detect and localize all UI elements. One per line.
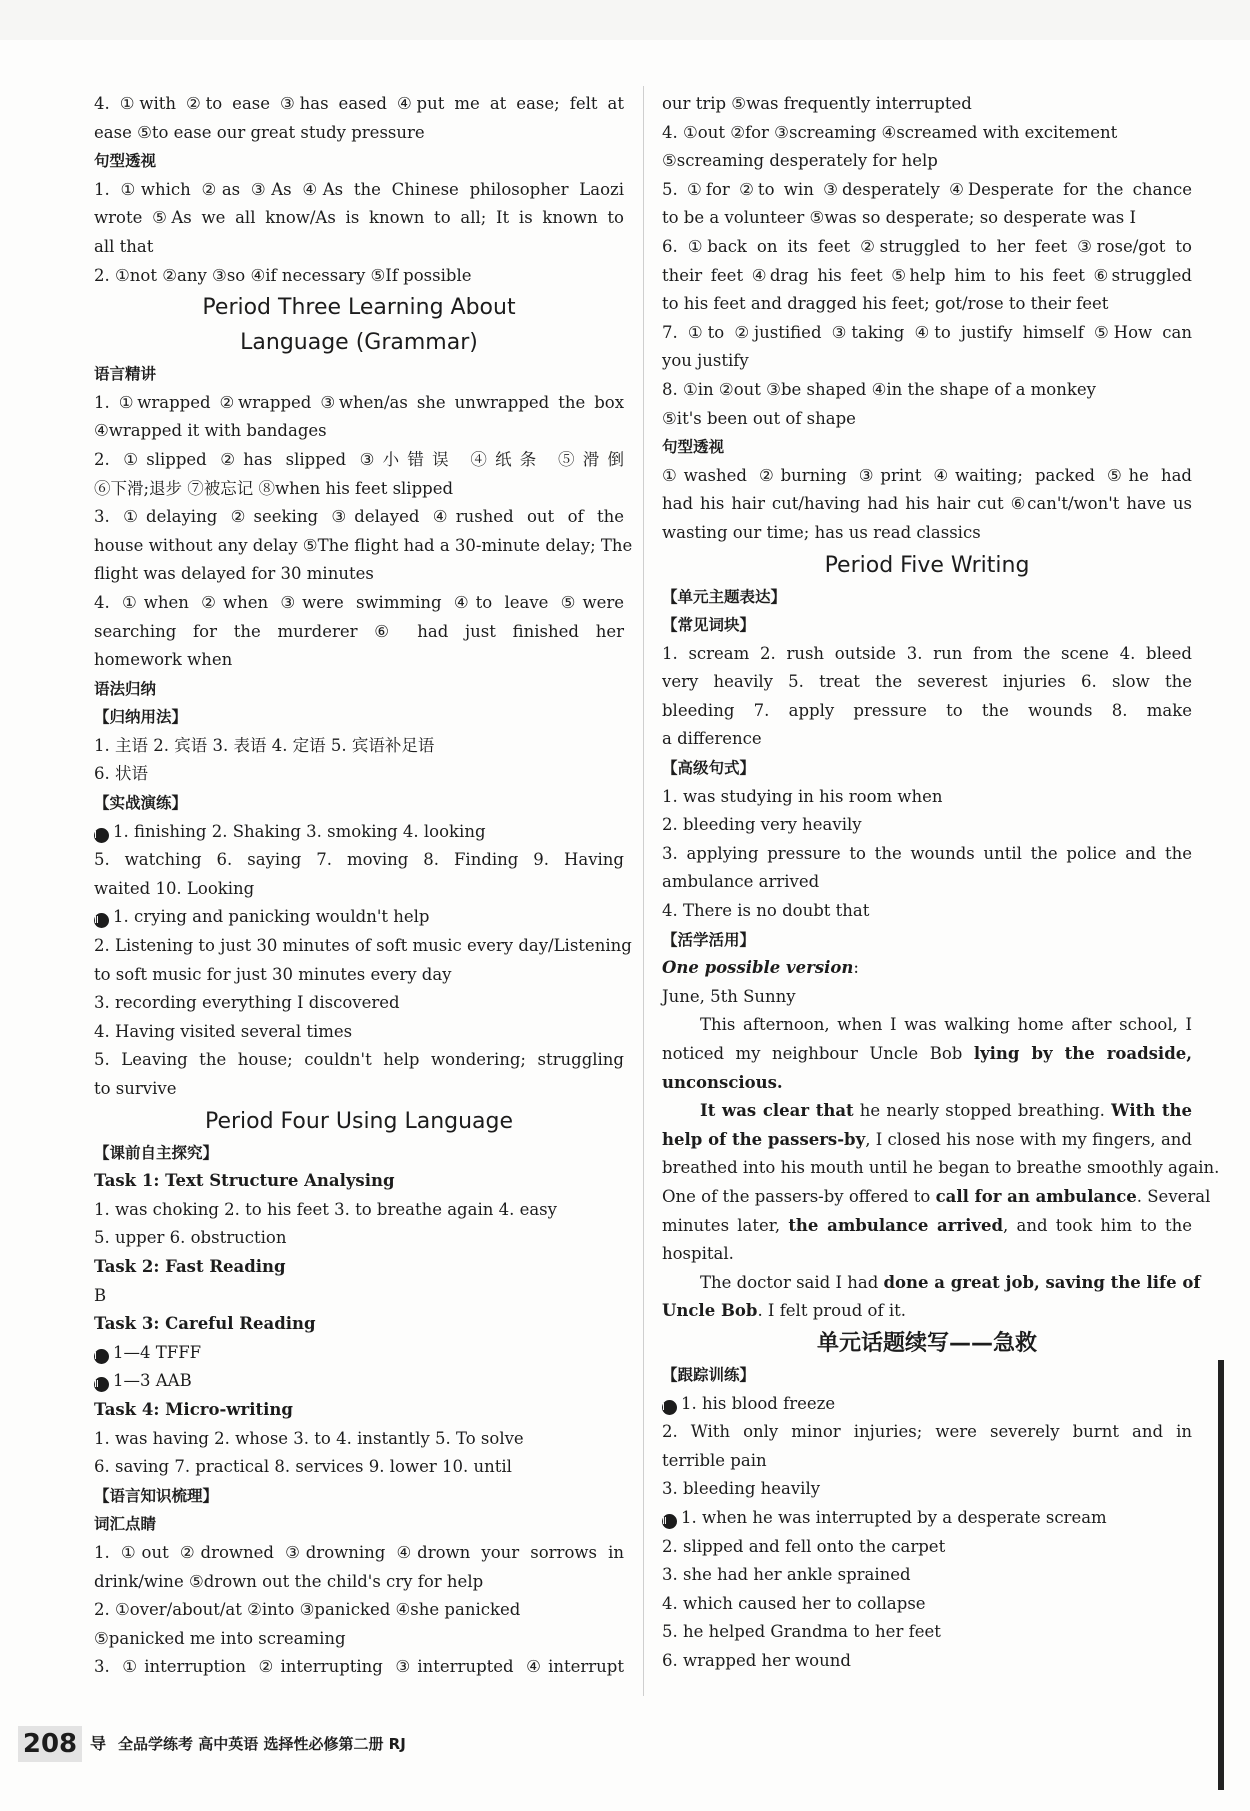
answer-line: Uncle Bob. I felt proud of it.: [662, 1301, 906, 1321]
answer-line: 1. was choking 2. to his feet 3. to breathe again 4. easy: [94, 1199, 557, 1219]
answer-line: 4. which caused her to collapse: [662, 1593, 926, 1613]
section-heading: 【跟踪训练】: [662, 1365, 756, 1384]
answer-line: 4. ①out ②for ③screaming ④screamed with excitement: [662, 122, 1118, 142]
period-title: Period Five Writing: [824, 552, 1030, 578]
period-title: Period Four Using Language: [204, 1108, 514, 1134]
page-footer: [18, 1726, 558, 1762]
answer-line: 2. bleeding very heavily: [662, 815, 862, 835]
answer-line: homework when: [94, 650, 233, 670]
answer-line: ⑤screaming desperately for help: [662, 151, 938, 171]
section-badge: Ⅰ: [94, 1349, 109, 1364]
section-heading: 词汇点睛: [94, 1515, 157, 1534]
answer-line: ⑤it's been out of shape: [662, 408, 856, 428]
answer-line: 6. wrapped her wound: [662, 1650, 851, 1670]
answer-line: had his hair cut/having had his hair cut ⑥can't/won't have us: [662, 494, 1192, 514]
answer-line: 6. saving 7. practical 8. services 9. lower 10. until: [94, 1457, 512, 1477]
answer-line: 3. ①delaying ②seeking ③delayed ④rushed out of the: [94, 507, 624, 527]
answer-line: 8. ①in ②out ③be shaped ④in the shape of a monkey: [662, 379, 1096, 399]
answer-line: Ⅰ 1. his blood freeze: [662, 1393, 836, 1413]
section-heading: 【常见词块】: [662, 616, 756, 635]
answer-line: 2. ①slipped ②has slipped ③小错误 ④纸条 ⑤滑倒: [94, 449, 624, 469]
answer-line: to soft music for just 30 minutes every day: [94, 964, 452, 984]
answer-line: 1. ①wrapped ②wrapped ③when/as she unwrapped the box: [94, 392, 624, 412]
answer-line: drink/wine ⑤drown out the child's cry for help: [94, 1571, 484, 1591]
answer-line: 5. upper 6. obstruction: [94, 1228, 287, 1248]
task-heading: Task 4: Micro-writing: [94, 1399, 293, 1419]
answer-line: 2. With only minor injuries; were severely burnt and in: [662, 1422, 1192, 1442]
answer-line: to survive: [94, 1079, 177, 1098]
answer-line: 1. was studying in his room when: [662, 786, 943, 806]
task-heading: Task 2: Fast Reading: [94, 1256, 286, 1276]
section-heading: 语法归纳: [94, 679, 157, 698]
answer-line: ease ⑤to ease our great study pressure: [94, 122, 425, 142]
section-badge: Ⅱ: [662, 1514, 677, 1529]
answer-line: 3. applying pressure to the wounds until the police and the: [662, 843, 1192, 863]
page-number: 208: [18, 1726, 82, 1762]
answer-line: One of the passers-by offered to call for an ambulance. Several: [662, 1186, 1211, 1206]
period-title: 单元话题续写——急救: [816, 1330, 1037, 1356]
answer-line: a difference: [662, 729, 762, 749]
page-top-shade: [0, 0, 1250, 40]
answer-line: ⑤panicked me into screaming: [94, 1628, 346, 1648]
section-heading: 句型透视: [662, 438, 725, 457]
section-heading: 【实战演练】: [94, 794, 188, 813]
section-badge: Ⅱ: [94, 1377, 109, 1392]
period-title: Period Three Learning About: [202, 295, 516, 321]
answer-line: June, 5th Sunny: [662, 986, 796, 1006]
answer-line: 1. ①which ②as ③As ④As the Chinese philosopher Laozi: [94, 179, 624, 199]
answer-line: Ⅱ 1. crying and panicking wouldn't help: [94, 907, 430, 927]
answer-line: 4. ①when ②when ③were swimming ④to leave ⑤were: [94, 592, 624, 612]
answer-line: 1. 主语 2. 宾语 3. 表语 4. 定语 5. 宾语补足语: [94, 735, 435, 755]
answer-line: to his feet and dragged his feet; got/rose to their feet: [662, 294, 1109, 314]
answer-line: Ⅱ 1. when he was interrupted by a desperate scream: [662, 1507, 1107, 1527]
period-title: Language (Grammar): [240, 330, 478, 356]
answer-line: ④wrapped it with bandages: [94, 421, 327, 441]
answer-line: hospital.: [662, 1244, 734, 1264]
answer-line: 1. ①out ②drowned ③drowning ④drown your sorrows in: [94, 1542, 624, 1562]
answer-line: ambulance arrived: [662, 872, 820, 892]
answer-line: B: [94, 1285, 107, 1305]
answer-line: searching for the murderer ⑥ had just finished her: [94, 621, 624, 641]
answer-line: ⑥下滑;退步 ⑦被忘记 ⑧when his feet slipped: [94, 478, 454, 498]
answer-line: 5. ①for ②to win ③desperately ④Desperate for the chance: [662, 179, 1192, 199]
section-heading: 【归纳用法】: [94, 708, 188, 727]
answer-line: 1. scream 2. rush outside 3. run from the scene 4. bleed: [662, 643, 1192, 663]
answer-line: Ⅱ 1—3 AAB: [94, 1371, 192, 1391]
answer-line: 5. Leaving the house; couldn't help wondering; struggling: [94, 1050, 624, 1070]
answer-line: 3. ①interruption ②interrupting ③interrupted ④interrupt: [94, 1657, 624, 1677]
section-heading: 【语言知识梳理】: [94, 1486, 219, 1505]
answer-line: bleeding 7. apply pressure to the wounds 8. make: [662, 700, 1192, 720]
answer-line: noticed my neighbour Uncle Bob lying by the roadside,: [662, 1044, 1192, 1063]
answer-line: 5. watching 6. saying 7. moving 8. Finding 9. Having: [94, 850, 624, 870]
answer-line: 4. There is no doubt that: [662, 901, 870, 921]
answer-line: 4. Having visited several times: [94, 1021, 353, 1041]
answer-line: wrote ⑤As we all know/As is known to all; It is known to: [94, 208, 624, 228]
section-badge: Ⅱ: [94, 913, 109, 928]
answer-line: all that: [94, 236, 154, 256]
section-heading: 【单元主题表达】: [662, 587, 787, 606]
task-heading: Task 3: Careful Reading: [94, 1314, 316, 1334]
answer-line: 6. ①back on its feet ②struggled to her feet ③rose/got to: [662, 236, 1192, 256]
answer-line: terrible pain: [662, 1450, 767, 1470]
answer-line: 4. ①with ②to ease ③has eased ④put me at ease; felt at: [94, 94, 624, 113]
answer-line: 3. bleeding heavily: [662, 1479, 821, 1499]
answer-line: to be a volunteer ⑤was so desperate; so desperate was I: [662, 208, 1137, 228]
page-edge-bar: [1218, 1360, 1224, 1790]
answer-line: house without any delay ⑤The flight had a 30-minute delay; The: [94, 535, 633, 555]
answer-line: 1. was having 2. whose 3. to 4. instantly 5. To solve: [94, 1428, 524, 1448]
answer-line: One possible version:: [662, 958, 859, 978]
answer-line: 2. slipped and fell onto the carpet: [662, 1536, 946, 1556]
task-heading: Task 1: Text Structure Analysing: [94, 1171, 395, 1191]
guide-mark: 导: [90, 1734, 107, 1753]
answer-line: 2. Listening to just 30 minutes of soft music every day/Listening: [94, 936, 632, 956]
section-badge: Ⅰ: [662, 1400, 677, 1415]
answer-line: unconscious.: [662, 1072, 783, 1092]
answer-line: 2. ①over/about/at ②into ③panicked ④she panicked: [94, 1600, 521, 1620]
answer-line: you justify: [662, 351, 749, 371]
answer-line: ①washed ②burning ③print ④waiting; packed ⑤he had: [662, 465, 1192, 485]
section-heading: 句型透视: [94, 152, 157, 171]
answer-line: Ⅰ 1. finishing 2. Shaking 3. smoking 4. looking: [94, 821, 486, 841]
answer-line: breathed into his mouth until he began to breathe smoothly again.: [662, 1158, 1220, 1178]
answer-line: wasting our time; has us read classics: [662, 522, 981, 542]
answer-line: 7. ①to ②justified ③taking ④to justify himself ⑤How can: [662, 322, 1192, 342]
answer-line: help of the passers-by, I closed his nose with my fingers, and: [662, 1129, 1192, 1149]
answer-line: waited 10. Looking: [94, 878, 255, 898]
answer-line: This afternoon, when I was walking home after school, I: [700, 1015, 1192, 1035]
left-column: [94, 90, 633, 1682]
answer-line: Ⅰ 1—4 TFFF: [94, 1342, 202, 1362]
section-heading: 【课前自主探究】: [94, 1143, 219, 1162]
answer-line: their feet ④drag his feet ⑤help him to his feet ⑥struggled: [662, 265, 1192, 285]
answer-line: 6. 状语: [94, 764, 148, 784]
book-title: 全品学练考 高中英语 选择性必修第二册 RJ: [118, 1735, 406, 1753]
section-heading: 语言精讲: [94, 365, 157, 384]
answer-line: minutes later, the ambulance arrived, and took him to the: [662, 1215, 1192, 1235]
answer-line: The doctor said I had done a great job, saving the life of: [700, 1272, 1201, 1292]
answer-line: 3. she had her ankle sprained: [662, 1565, 911, 1585]
section-badge: Ⅰ: [94, 828, 109, 843]
answer-line: flight was delayed for 30 minutes: [94, 564, 374, 584]
section-heading: 【高级句式】: [662, 759, 756, 778]
answer-line: our trip ⑤was frequently interrupted: [662, 94, 972, 113]
right-column: [662, 90, 1220, 1675]
section-heading: 【活学活用】: [662, 930, 756, 949]
answer-line: 2. ①not ②any ③so ④if necessary ⑤If possible: [94, 265, 472, 285]
answer-line: 3. recording everything I discovered: [94, 993, 400, 1013]
answer-line: very heavily 5. treat the severest injuries 6. slow the: [662, 672, 1192, 692]
answer-line: 5. he helped Grandma to her feet: [662, 1622, 941, 1642]
answer-line: It was clear that he nearly stopped breathing. With the: [700, 1101, 1192, 1121]
column-divider: [643, 86, 644, 1696]
